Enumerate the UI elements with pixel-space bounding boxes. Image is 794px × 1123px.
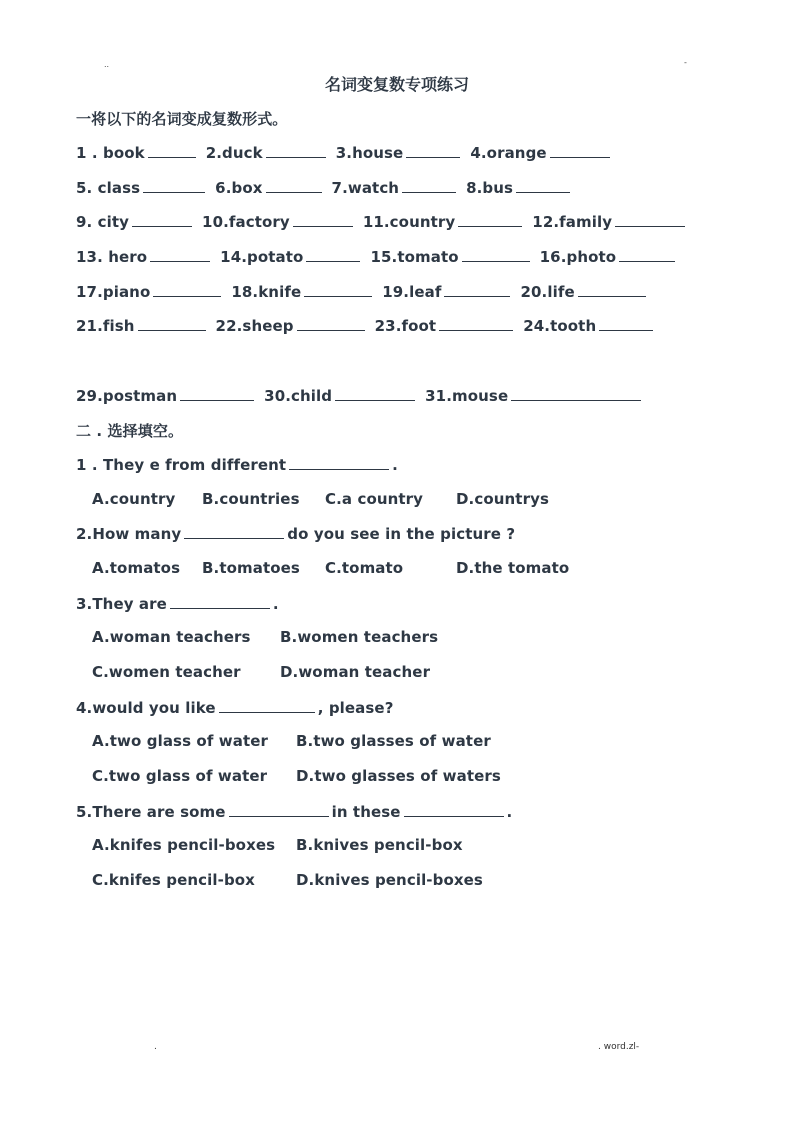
section-2-heading: 二 . 选择填空。 [76, 422, 184, 440]
word-label: 21.fish [76, 317, 135, 335]
word-label: 5. class [76, 179, 141, 197]
word-label: 4.orange [470, 144, 547, 162]
answer-blank[interactable] [511, 386, 641, 401]
answer-blank[interactable] [619, 247, 675, 262]
answer-blank[interactable] [444, 282, 510, 297]
word-label: 30.child [264, 387, 333, 405]
word-label: 2.duck [205, 144, 263, 162]
answer-option[interactable]: C.two glass of water [92, 767, 268, 785]
answer-blank[interactable] [615, 212, 685, 227]
word-label: 11.country [362, 213, 456, 231]
answer-blank[interactable] [439, 316, 513, 331]
answer-blank[interactable] [170, 594, 270, 609]
question-text: do you see in the picture ? [287, 525, 516, 543]
answer-blank[interactable] [404, 802, 504, 817]
exercise-row [76, 143, 610, 162]
answer-option[interactable]: D.two glasses of waters [296, 767, 501, 785]
exercise-row [76, 316, 653, 335]
question-stem [76, 524, 515, 543]
question-text: in these [331, 803, 401, 821]
word-label: 23.foot [374, 317, 437, 335]
answer-blank[interactable] [219, 698, 315, 713]
answer-option[interactable]: A.knifes pencil-boxes [92, 836, 276, 854]
answer-blank[interactable] [516, 178, 570, 193]
question-stem [76, 455, 398, 474]
exercise-row [76, 212, 685, 231]
word-label: 13. hero [76, 248, 148, 266]
answer-blank[interactable] [406, 143, 460, 158]
answer-option[interactable]: C.a country [325, 490, 424, 508]
answer-option[interactable]: D.knives pencil-boxes [296, 871, 483, 889]
question-text: 2.How many [76, 525, 182, 543]
word-label: 22.sheep [215, 317, 294, 335]
answer-option[interactable]: B.knives pencil-box [296, 836, 463, 854]
answer-blank[interactable] [335, 386, 415, 401]
answer-blank[interactable] [462, 247, 530, 262]
answer-blank[interactable] [184, 524, 284, 539]
word-label: 20.life [520, 283, 575, 301]
word-label: 6.box [215, 179, 263, 197]
word-label: 8.bus [466, 179, 514, 197]
answer-option[interactable]: C.tomato [325, 559, 404, 577]
corner-mark-left: .. [104, 60, 110, 69]
question-stem [76, 802, 512, 821]
word-label: 15.tomato [370, 248, 459, 266]
question-text: 4.would you like [76, 699, 216, 717]
word-label: 19.leaf [382, 283, 442, 301]
answer-blank[interactable] [293, 212, 353, 227]
answer-blank[interactable] [306, 247, 360, 262]
word-label: 1 . book [76, 144, 145, 162]
answer-blank[interactable] [153, 282, 221, 297]
question-text: . [272, 595, 279, 613]
answer-option[interactable]: A.two glass of water [92, 732, 268, 750]
answer-blank[interactable] [304, 282, 372, 297]
answer-option[interactable]: D.woman teacher [280, 663, 431, 681]
answer-blank[interactable] [266, 178, 322, 193]
answer-blank[interactable] [180, 386, 254, 401]
word-label: 18.knife [231, 283, 302, 301]
word-label: 14.potato [220, 248, 304, 266]
footer-left: . [154, 1042, 157, 1052]
answer-option[interactable]: A.country [92, 490, 176, 508]
footer-right: . word.zl- [598, 1042, 640, 1052]
answer-blank[interactable] [578, 282, 646, 297]
page-title: 名词变复数专项练习 [324, 75, 469, 94]
question-text: 3.They are [76, 595, 167, 613]
answer-option[interactable]: C.knifes pencil-box [92, 871, 255, 889]
word-label: 24.tooth [523, 317, 597, 335]
answer-blank[interactable] [229, 802, 329, 817]
answer-blank[interactable] [402, 178, 456, 193]
word-label: 17.piano [76, 283, 151, 301]
exercise-row [76, 247, 675, 266]
corner-mark-right: - [684, 58, 687, 67]
word-label: 31.mouse [425, 387, 509, 405]
word-label: 10.factory [202, 213, 290, 231]
answer-option[interactable]: A.woman teachers [92, 628, 251, 646]
answer-option[interactable]: B.two glasses of water [296, 732, 491, 750]
answer-blank[interactable] [150, 247, 210, 262]
answer-blank[interactable] [458, 212, 522, 227]
answer-option[interactable]: D.the tomato [456, 559, 570, 577]
word-label: 9. city [76, 213, 130, 231]
answer-option[interactable]: D.countrys [456, 490, 549, 508]
answer-blank[interactable] [266, 143, 326, 158]
answer-blank[interactable] [148, 143, 196, 158]
answer-blank[interactable] [143, 178, 205, 193]
word-label: 29.postman [76, 387, 178, 405]
answer-option[interactable]: B.countries [202, 490, 300, 508]
answer-blank[interactable] [289, 455, 389, 470]
word-label: 7.watch [331, 179, 400, 197]
question-text: . [392, 456, 398, 474]
answer-blank[interactable] [138, 316, 206, 331]
answer-blank[interactable] [297, 316, 365, 331]
word-label: 16.photo [539, 248, 617, 266]
question-text: . [506, 803, 513, 821]
answer-blank[interactable] [599, 316, 653, 331]
answer-blank[interactable] [550, 143, 610, 158]
exercise-row [76, 282, 646, 301]
question-stem [76, 698, 394, 717]
word-label: 3.house [335, 144, 404, 162]
answer-option[interactable]: C.women teacher [92, 663, 241, 681]
word-label: 12.family [532, 213, 613, 231]
answer-blank[interactable] [132, 212, 192, 227]
question-stem [76, 594, 279, 613]
answer-option[interactable]: B.women teachers [280, 628, 439, 646]
question-text: 1 . They e from different [76, 456, 287, 474]
exercise-row [76, 178, 570, 197]
question-text: 5.There are some [76, 803, 226, 821]
answer-option[interactable]: A.tomatos [92, 559, 181, 577]
answer-option[interactable]: B.tomatoes [202, 559, 300, 577]
question-text: , please? [317, 699, 394, 717]
section-1-heading: 一将以下的名词变成复数形式。 [76, 110, 288, 128]
exercise-row [76, 386, 641, 405]
